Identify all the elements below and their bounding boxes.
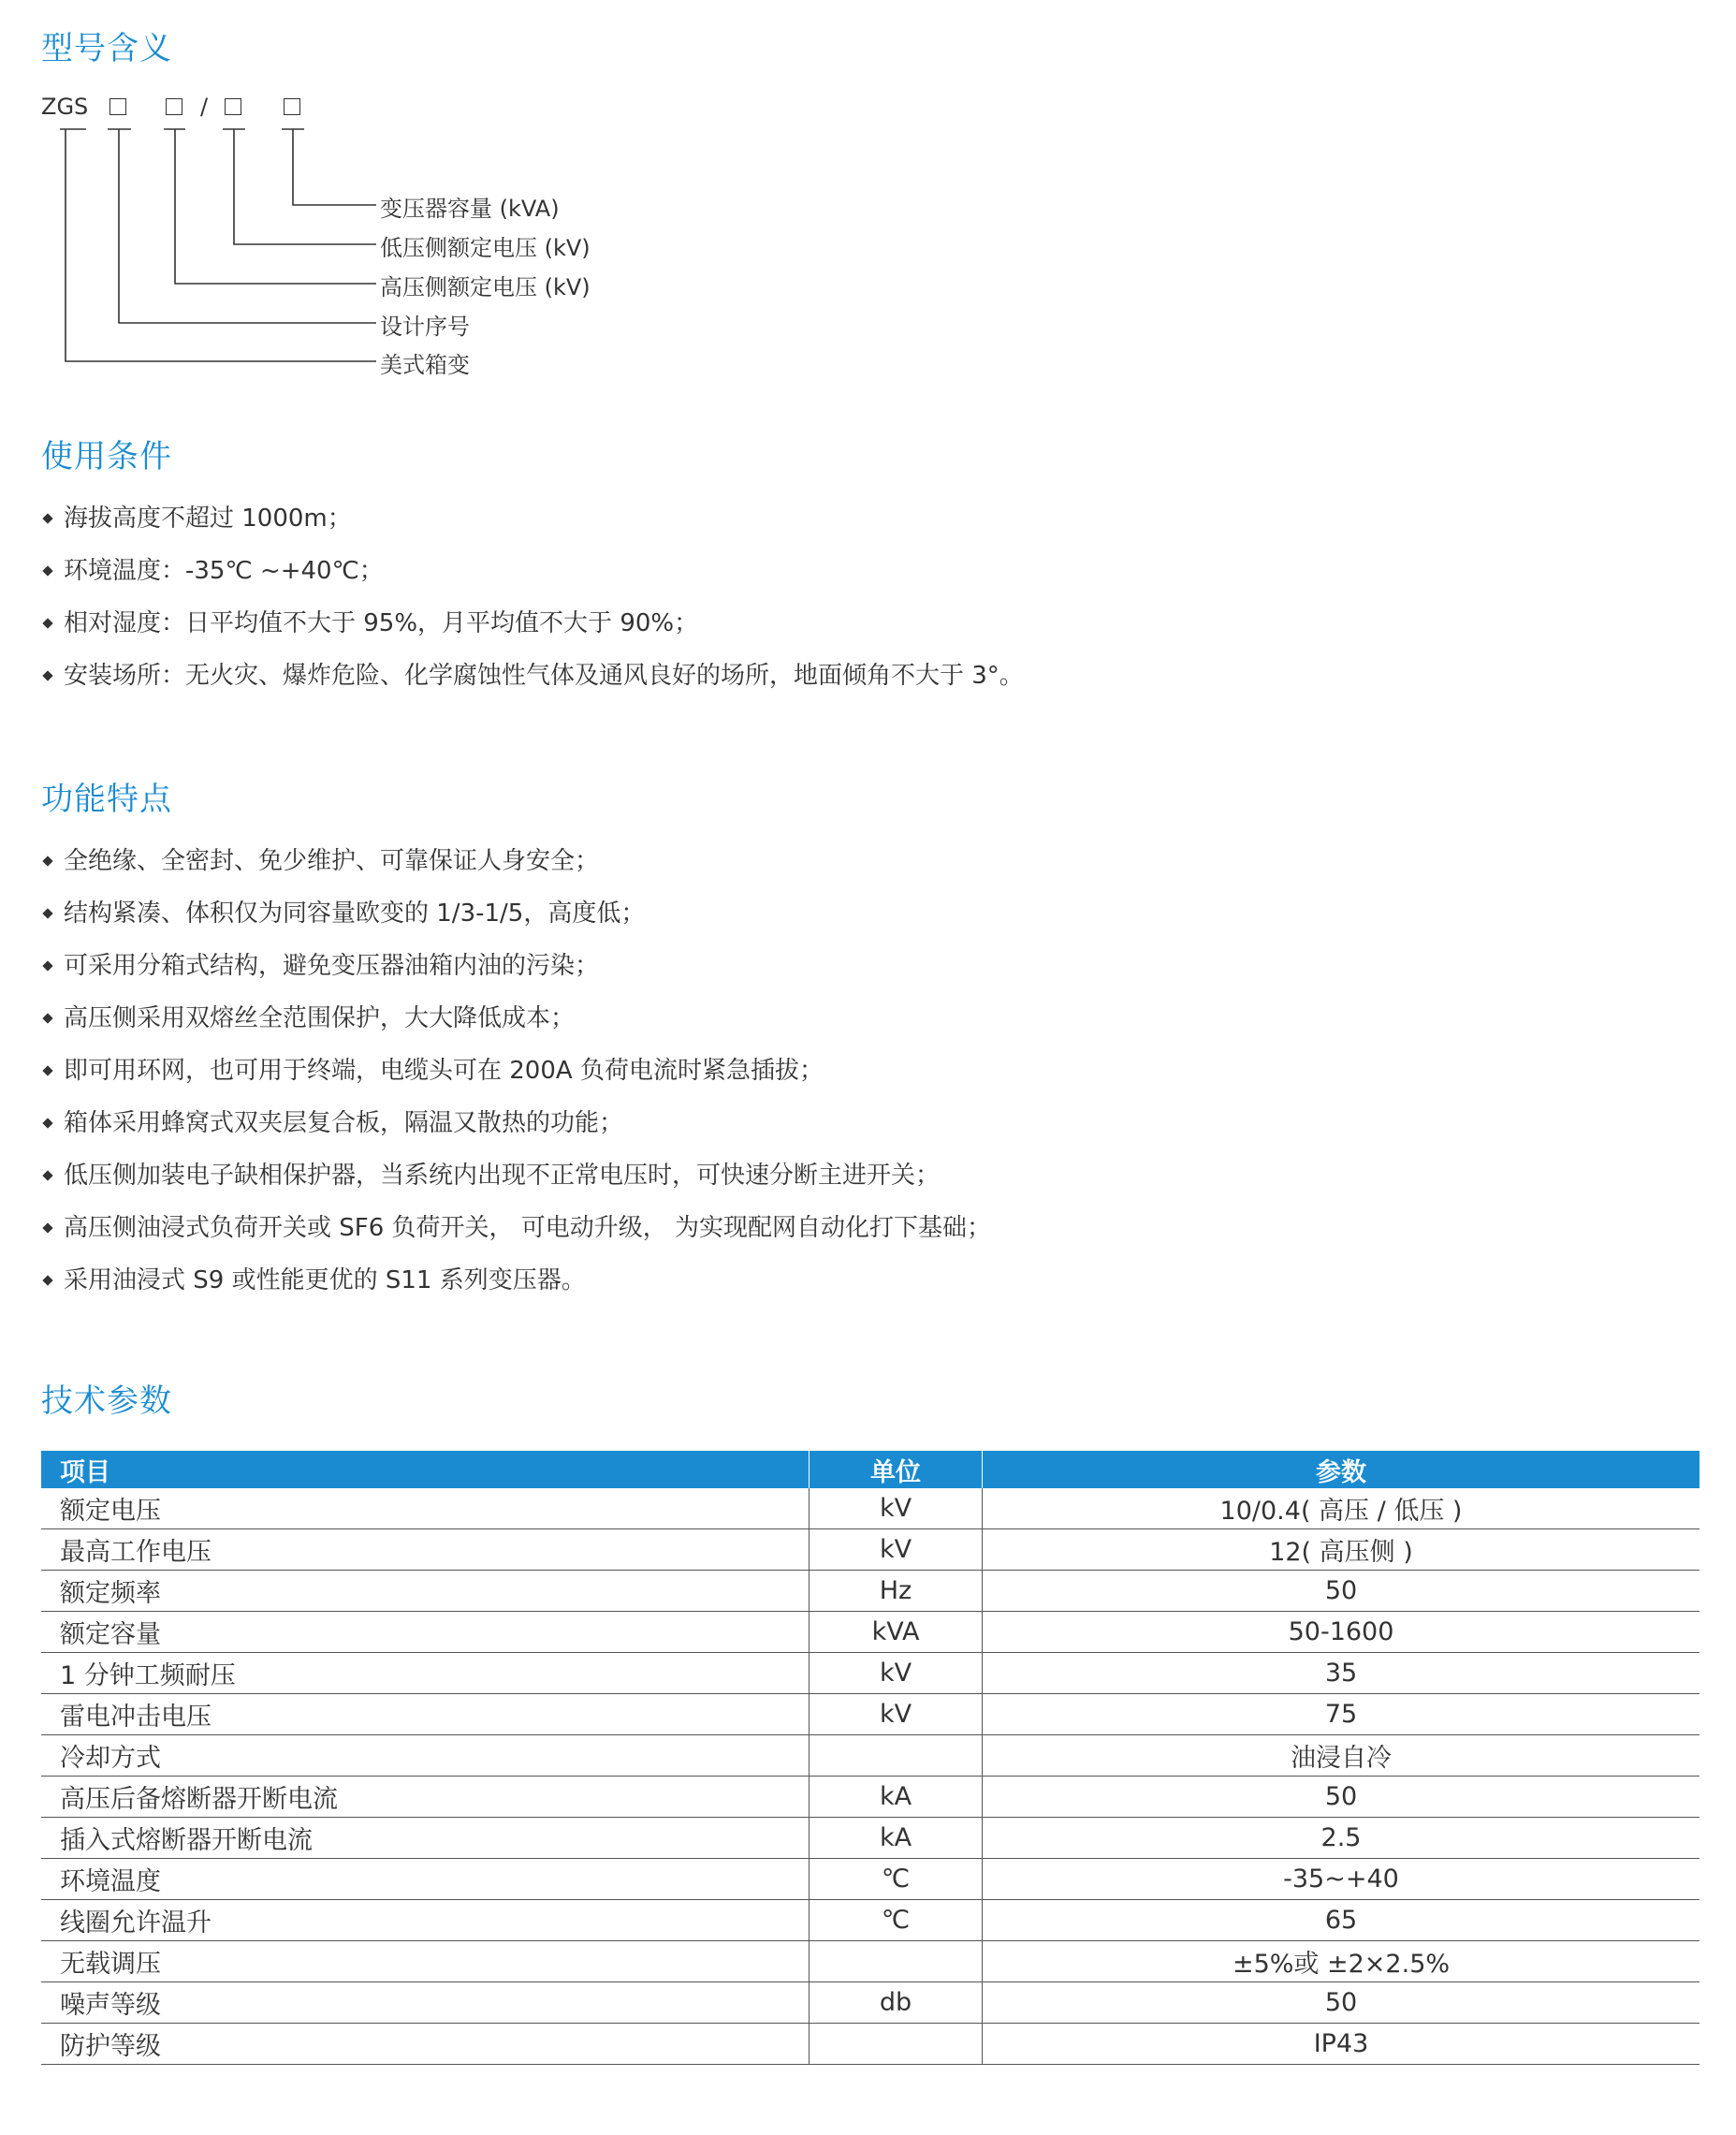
table-row — [41, 1777, 1700, 1818]
list-item: 箱体采用蜂窝式双夹层复合板，隔温又散热的功能； — [41, 1105, 991, 1158]
bullet-diamond-icon — [42, 670, 52, 680]
bullet-diamond-icon — [42, 1013, 52, 1023]
section-title-model-meaning: 型号含义 — [41, 30, 172, 67]
table-row — [41, 1941, 1700, 1982]
cell-value: 10/0.4( 高压 / 低压 ) — [983, 1488, 1700, 1529]
list-item: 相对湿度：日平均值不大于 95%，月平均值不大于 90%； — [41, 606, 1024, 658]
list-item: 安装场所：无火灾、爆炸危险、化学腐蚀性气体及通风良好的场所，地面倾角不大于 3°。 — [41, 658, 1024, 710]
cell-value: 65 — [983, 1900, 1700, 1941]
cell-item: 额定电压 — [41, 1488, 810, 1529]
cell-value: 50 — [983, 1777, 1700, 1818]
cell-item: 高压后备熔断器开断电流 — [41, 1777, 810, 1818]
cell-unit — [810, 1735, 983, 1777]
section-title-conditions: 使用条件 — [41, 438, 172, 475]
bullet-diamond-icon — [42, 618, 52, 628]
table-row — [41, 1571, 1700, 1612]
table-row — [41, 1529, 1700, 1571]
list-item: 结构紧凑、体积仅为同容量欧变的 1/3-1/5，高度低； — [41, 896, 991, 948]
list-item: 采用油浸式 S9 或性能更优的 S11 系列变压器。 — [41, 1263, 991, 1315]
features-list — [41, 843, 991, 1315]
table-row — [41, 1735, 1700, 1777]
table-row — [41, 1488, 1700, 1529]
cell-unit: kV — [810, 1488, 983, 1529]
column-header-unit: 单位 — [810, 1451, 983, 1488]
list-item: 海拔高度不超过 1000m； — [41, 501, 1024, 553]
cell-item: 噪声等级 — [41, 1982, 810, 2024]
conditions-list — [41, 501, 1024, 710]
cell-value: -35~+40 — [983, 1859, 1700, 1900]
legend-american-box: 美式箱变 — [380, 352, 470, 378]
cell-value: IP43 — [983, 2024, 1700, 2065]
bullet-diamond-icon — [42, 1170, 52, 1180]
cell-item: 无载调压 — [41, 1941, 810, 1982]
cell-value: 50 — [983, 1571, 1700, 1612]
bullet-diamond-icon — [42, 1275, 52, 1285]
cell-value: 75 — [983, 1694, 1700, 1735]
cell-unit: kA — [810, 1777, 983, 1818]
list-item: 全绝缘、全密封、免少维护、可靠保证人身安全； — [41, 843, 991, 896]
cell-unit: kV — [810, 1529, 983, 1571]
cell-unit — [810, 1941, 983, 1982]
cell-unit — [810, 2024, 983, 2065]
cell-item: 额定容量 — [41, 1612, 810, 1653]
cell-unit: Hz — [810, 1571, 983, 1612]
cell-unit: kA — [810, 1818, 983, 1859]
bullet-diamond-icon — [42, 1222, 52, 1233]
cell-value: 35 — [983, 1653, 1700, 1694]
list-item: 高压侧油浸式负荷开关或 SF6 负荷开关， 可电动升级， 为实现配网自动化打下基础； — [41, 1210, 991, 1263]
cell-item: 插入式熔断器开断电流 — [41, 1818, 810, 1859]
table-row — [41, 1900, 1700, 1941]
table-header-row — [41, 1451, 1700, 1488]
legend-design-serial: 设计序号 — [380, 314, 470, 340]
cell-value: 12( 高压侧 ) — [983, 1529, 1700, 1571]
cell-unit: kV — [810, 1694, 983, 1735]
list-item: 低压侧加装电子缺相保护器，当系统内出现不正常电压时，可快速分断主进开关； — [41, 1158, 991, 1210]
cell-item: 雷电冲击电压 — [41, 1694, 810, 1735]
table-row — [41, 2024, 1700, 2065]
list-item: 可采用分箱式结构，避免变压器油箱内油的污染； — [41, 948, 991, 1001]
bullet-diamond-icon — [42, 1118, 52, 1128]
table-row — [41, 1653, 1700, 1694]
column-header-item: 项目 — [41, 1451, 810, 1488]
cell-value: ±5%或 ±2×2.5% — [983, 1941, 1700, 1982]
table-row — [41, 1859, 1700, 1900]
model-code-prefix: ZGS — [41, 94, 89, 120]
cell-value: 50 — [983, 1982, 1700, 2024]
cell-item: 最高工作电压 — [41, 1529, 810, 1571]
bullet-diamond-icon — [42, 513, 52, 523]
table-row — [41, 1612, 1700, 1653]
table-row — [41, 1818, 1700, 1859]
cell-unit: kV — [810, 1653, 983, 1694]
section-title-tech-params: 技术参数 — [41, 1382, 172, 1420]
bullet-diamond-icon — [42, 960, 52, 971]
model-code-slash: / — [200, 94, 209, 120]
cell-unit: kVA — [810, 1612, 983, 1653]
bullet-diamond-icon — [42, 908, 52, 918]
table-row — [41, 1982, 1700, 2024]
bullet-diamond-icon — [42, 565, 52, 576]
cell-item: 环境温度 — [41, 1859, 810, 1900]
legend-lv-voltage: 低压侧额定电压 (kV) — [380, 235, 591, 261]
list-item: 环境温度：-35℃ ~+40℃； — [41, 553, 1024, 606]
cell-item: 防护等级 — [41, 2024, 810, 2065]
list-item: 即可用环网，也可用于终端，电缆头可在 200A 负荷电流时紧急插拔； — [41, 1053, 991, 1105]
cell-value: 油浸自冷 — [983, 1735, 1700, 1777]
bullet-diamond-icon — [42, 855, 52, 866]
cell-value: 50-1600 — [983, 1612, 1700, 1653]
model-code-diagram — [0, 0, 655, 393]
cell-value: 2.5 — [983, 1818, 1700, 1859]
cell-item: 额定频率 — [41, 1571, 810, 1612]
tech-params-table — [41, 1451, 1700, 2065]
cell-item: 冷却方式 — [41, 1735, 810, 1777]
table-row — [41, 1694, 1700, 1735]
cell-unit: ℃ — [810, 1859, 983, 1900]
legend-hv-voltage: 高压侧额定电压 (kV) — [380, 274, 591, 300]
cell-item: 线圈允许温升 — [41, 1900, 810, 1941]
list-item: 高压侧采用双熔丝全范围保护，大大降低成本； — [41, 1001, 991, 1053]
cell-item: 1 分钟工频耐压 — [41, 1653, 810, 1694]
column-header-value: 参数 — [983, 1451, 1700, 1488]
cell-unit: ℃ — [810, 1900, 983, 1941]
legend-capacity: 变压器容量 (kVA) — [380, 196, 560, 222]
bullet-diamond-icon — [42, 1065, 52, 1075]
cell-unit: db — [810, 1982, 983, 2024]
section-title-features: 功能特点 — [41, 781, 172, 818]
